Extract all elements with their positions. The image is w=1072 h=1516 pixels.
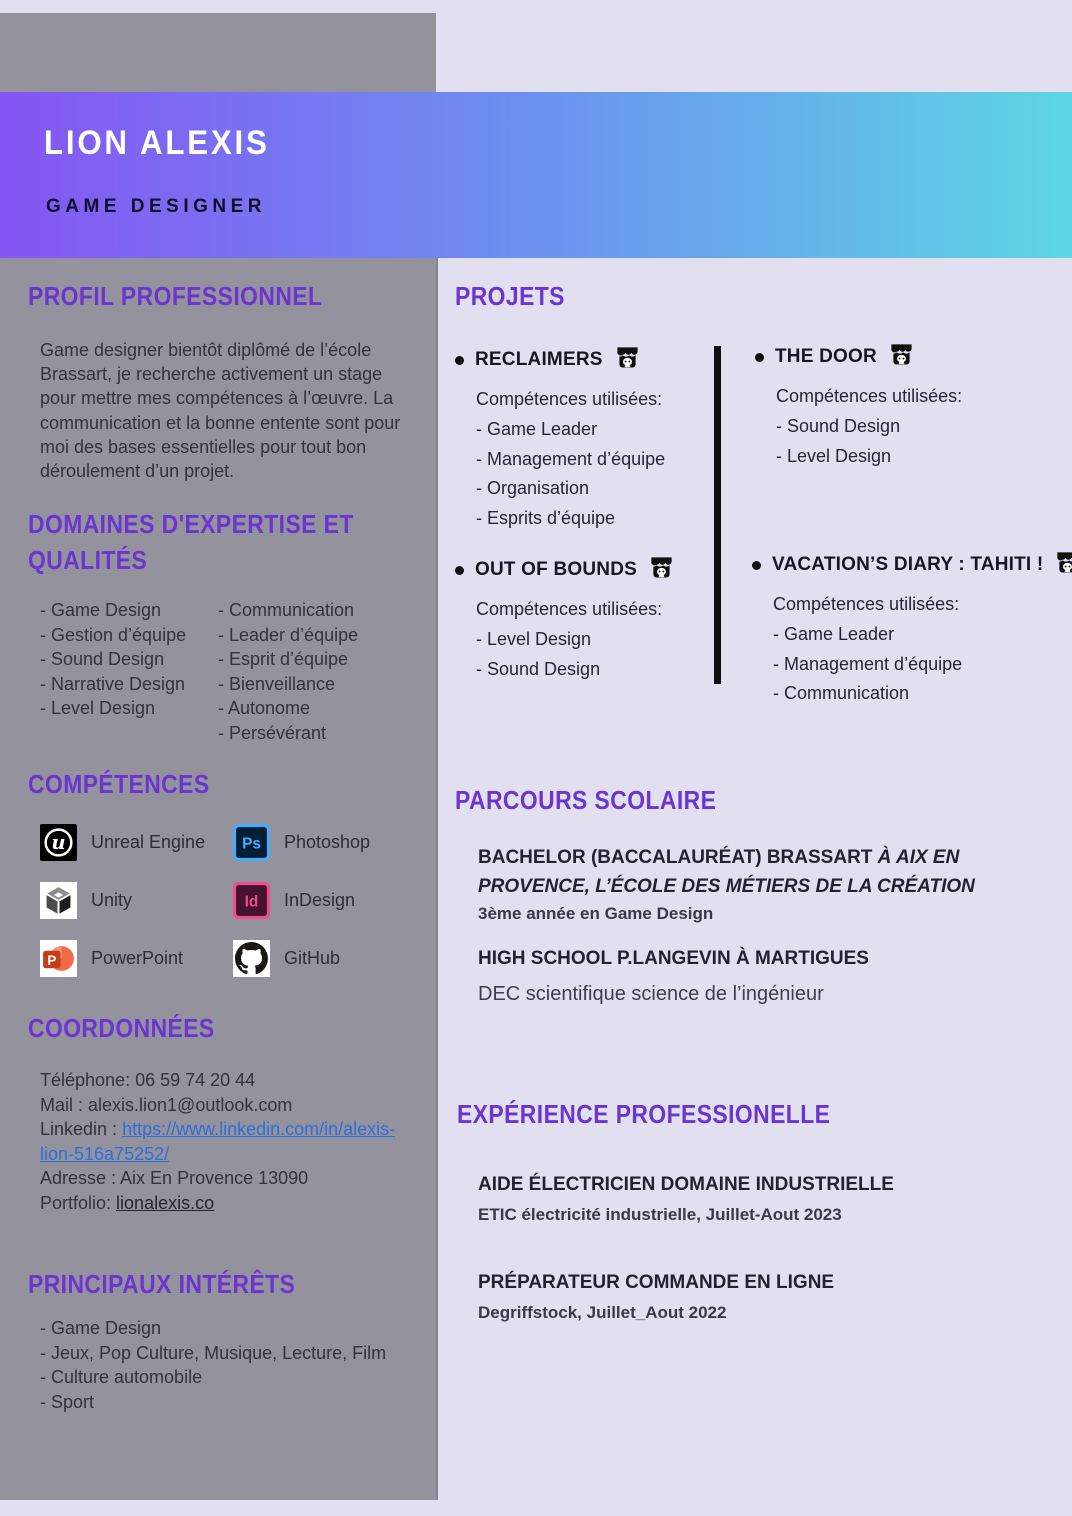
bullet-icon bbox=[455, 356, 464, 365]
skill-label: PowerPoint bbox=[91, 948, 184, 968]
bachelor-title: BACHELOR (BACCALAURÉAT) BRASSART bbox=[478, 847, 873, 868]
skills-grid bbox=[40, 824, 420, 977]
skill-label: Photoshop bbox=[284, 832, 371, 852]
interets-list bbox=[40, 1316, 386, 1414]
list-item: - Jeux, Pop Culture, Musique, Lecture, Film bbox=[40, 1342, 387, 1363]
project-out-of-bounds bbox=[455, 554, 725, 684]
list-item: - Sport bbox=[40, 1391, 95, 1412]
list-item: - Management d’équipe bbox=[476, 448, 666, 469]
svg-text:Id: Id bbox=[244, 893, 259, 911]
section-heading-coordonnees: COORDONNÉES bbox=[28, 1013, 215, 1043]
section-heading-competences: COMPÉTENCES bbox=[28, 769, 210, 799]
list-item: - Sound Design bbox=[776, 416, 901, 436]
project-title: VACATION’S DIARY : TAHITI ! bbox=[772, 554, 1044, 575]
project-skills-label: Compétences utilisées: bbox=[773, 594, 960, 614]
contact-phone: Téléphone: 06 59 74 20 44 bbox=[40, 1070, 256, 1090]
indesign-icon bbox=[233, 882, 270, 919]
project-title: RECLAIMERS bbox=[475, 349, 603, 370]
experience-title: PRÉPARATEUR COMMANDE EN LIGNE bbox=[478, 1272, 835, 1293]
profil-text: Game designer bientôt diplômé de l’école Brassart, je recherche activement un stage pour mettre mes compétences à l’œuvre. La communication et la bonne entente sont pour moi des bases essentielles pour tout bon déroulement d’un projet. bbox=[40, 340, 401, 482]
photoshop-icon bbox=[233, 824, 270, 861]
list-item: - Gestion d’équipe bbox=[40, 624, 187, 645]
skill-unreal-engine bbox=[40, 824, 233, 861]
top-gray-block bbox=[0, 13, 436, 92]
bachelor-detail: 3ème année en Game Design bbox=[478, 904, 714, 923]
list-item: - Sound Design bbox=[40, 649, 165, 669]
experience-item bbox=[478, 1174, 1038, 1225]
skill-photoshop bbox=[233, 824, 420, 861]
project-reclaimers bbox=[455, 344, 725, 533]
list-item: - Persévérant bbox=[218, 722, 327, 743]
list-item: - Esprit d’équipe bbox=[218, 649, 349, 669]
section-heading-interets: PRINCIPAUX INTÉRÊTS bbox=[28, 1269, 296, 1299]
linkedin-link[interactable]: https://www.linkedin.com/in/alexis-lion-516a75252/ bbox=[40, 1119, 396, 1164]
header-gradient-band bbox=[0, 92, 1072, 258]
list-item: - Leader d’équipe bbox=[218, 624, 359, 645]
list-item: - Culture automobile bbox=[40, 1367, 203, 1387]
portfolio-link[interactable]: lionalexis.co bbox=[116, 1192, 215, 1213]
bullet-icon bbox=[455, 566, 464, 575]
list-item: - Game Design bbox=[40, 600, 162, 620]
list-item: - Game Leader bbox=[773, 624, 895, 644]
list-item: - Communication bbox=[773, 683, 910, 704]
bullet-icon bbox=[755, 353, 764, 362]
contact-portfolio bbox=[40, 1191, 418, 1216]
person-name: LION ALEXIS bbox=[44, 124, 270, 162]
project-the-door bbox=[755, 341, 1025, 471]
section-heading-parcours: PARCOURS SCOLAIRE bbox=[455, 785, 717, 815]
portfolio-label: Portfolio: bbox=[40, 1192, 117, 1213]
contact-block bbox=[40, 1068, 418, 1216]
contact-mail: Mail : alexis.lion1@outlook.com bbox=[40, 1094, 293, 1115]
highschool-detail: DEC scientifique science de l’ingénieur bbox=[478, 983, 824, 1005]
list-item: - Narrative Design bbox=[40, 673, 186, 694]
highschool-title: HIGH SCHOOL P.LANGEVIN À MARTIGUES bbox=[478, 948, 869, 969]
project-skills bbox=[776, 412, 1025, 471]
list-item: - Esprits d’équipe bbox=[476, 507, 616, 528]
list-item: - Bienveillance bbox=[218, 673, 336, 694]
skill-label: GitHub bbox=[284, 948, 341, 968]
skill-indesign bbox=[233, 882, 420, 919]
skill-powerpoint bbox=[40, 940, 233, 977]
svg-text:P: P bbox=[47, 953, 57, 969]
list-item: - Level Design bbox=[40, 698, 156, 718]
list-item: - Sound Design bbox=[476, 658, 601, 679]
list-item: - Game Design bbox=[40, 1318, 162, 1338]
bachelor-line bbox=[478, 843, 1038, 901]
list-item: - Communication bbox=[218, 600, 355, 620]
unity-icon bbox=[40, 882, 77, 919]
powerpoint-icon bbox=[40, 940, 77, 977]
bachelor-location: À AIX EN PROVENCE, L’ÉCOLE DES MÉTIERS DE LA CRÉATION bbox=[478, 847, 975, 897]
experience-sub: ETIC électricité industrielle, Juillet-Aout 2023 bbox=[478, 1205, 842, 1224]
unreal-engine-icon bbox=[40, 824, 77, 861]
project-title: OUT OF BOUNDS bbox=[475, 559, 637, 580]
project-skills-label: Compétences utilisées: bbox=[776, 386, 963, 406]
skill-label: Unity bbox=[91, 890, 133, 910]
domaines-col1 bbox=[40, 598, 186, 721]
itchio-icon[interactable] bbox=[614, 344, 641, 376]
svg-text:Ps: Ps bbox=[242, 835, 261, 853]
skill-label: Unreal Engine bbox=[91, 832, 206, 852]
bullet-icon bbox=[752, 561, 761, 570]
list-item: - Organisation bbox=[476, 478, 590, 499]
list-item: - Management d’équipe bbox=[773, 653, 963, 674]
experience-sub: Degriffstock, Juillet_Aout 2022 bbox=[478, 1303, 727, 1322]
linkedin-label: Linkedin : bbox=[40, 1119, 123, 1140]
contact-adresse: Adresse : Aix En Provence 13090 bbox=[40, 1168, 309, 1189]
project-title: THE DOOR bbox=[775, 346, 877, 367]
project-skills-label: Compétences utilisées: bbox=[476, 599, 663, 619]
project-skills-label: Compétences utilisées: bbox=[476, 389, 663, 409]
experience-title: AIDE ÉLECTRICIEN DOMAINE INDUSTRIELLE bbox=[478, 1174, 894, 1195]
section-heading-projets: PROJETS bbox=[455, 281, 565, 311]
list-item: - Autonome bbox=[218, 698, 311, 718]
list-item: - Game Leader bbox=[476, 419, 598, 439]
section-heading-profil: PROFIL PROFESSIONNEL bbox=[28, 281, 323, 311]
itchio-icon[interactable] bbox=[1054, 549, 1072, 581]
section-heading-domaines: DOMAINES D'EXPERTISE ET QUALITÉS bbox=[28, 509, 354, 575]
list-item: - Level Design bbox=[776, 445, 892, 466]
section-heading-experience: EXPÉRIENCE PROFESSIONELLE bbox=[457, 1099, 831, 1129]
experience-item bbox=[478, 1272, 1038, 1323]
project-skills bbox=[476, 625, 725, 684]
list-item: - Level Design bbox=[476, 629, 592, 649]
contact-linkedin bbox=[40, 1117, 418, 1166]
github-icon bbox=[233, 940, 270, 977]
skill-unity bbox=[40, 882, 233, 919]
itchio-icon[interactable] bbox=[648, 554, 675, 586]
education-block bbox=[478, 843, 1038, 1006]
domaines-col2 bbox=[218, 598, 358, 745]
person-role: GAME DESIGNER bbox=[46, 196, 267, 217]
project-skills bbox=[476, 415, 725, 533]
skill-github bbox=[233, 940, 420, 977]
skill-label: InDesign bbox=[284, 890, 356, 910]
itchio-icon[interactable] bbox=[888, 341, 915, 373]
project-skills bbox=[773, 620, 1072, 709]
project-vacations-diary bbox=[752, 549, 1072, 709]
svg-text:u: u bbox=[51, 831, 66, 855]
